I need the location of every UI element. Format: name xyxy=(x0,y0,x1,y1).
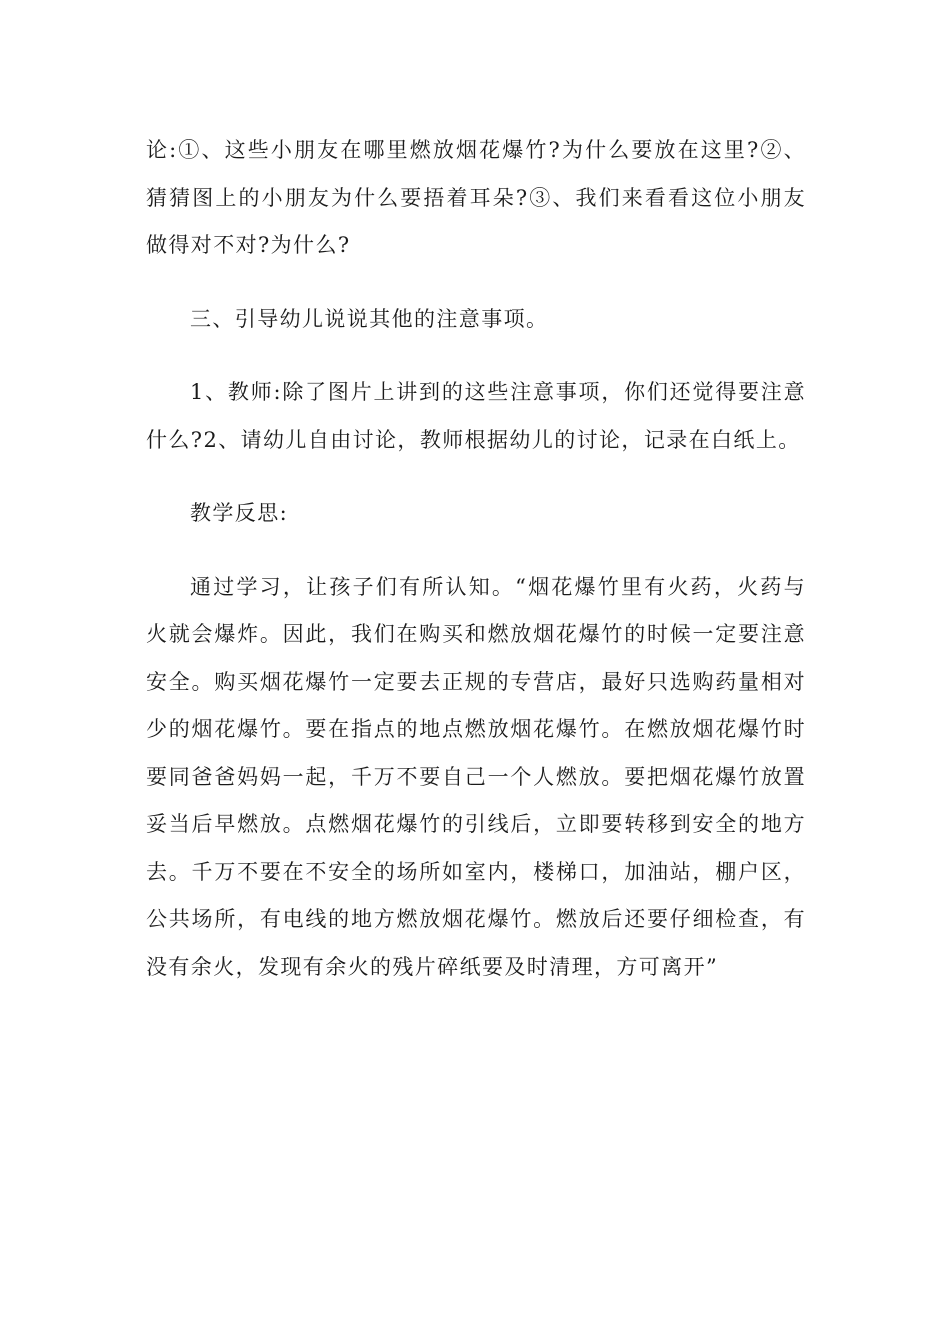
paragraph-teacher-activity: 1、教师:除了图片上讲到的这些注意事项，你们还觉得要注意什么?2、请幼儿自由讨论，教师根据幼儿的讨论，记录在白纸上。 xyxy=(146,380,806,452)
paragraph-reflection-body: 通过学习，让孩子们有所认知。“烟花爆竹里有火药，火药与火就会爆炸。因此，我们在购买和燃放烟花爆竹的时候一定要注意安全。购买烟花爆竹一定要去正规的专营店，最好只选购药量相对少的烟花爆竹。要在指点的地点燃放烟花爆竹。在燃放烟花爆竹时要同爸爸妈妈一起，千万不要自己一个人燃放。要把烟花爆竹放置妥当后早燃放。点燃烟花爆竹的引线后，立即要转移到安全的地方去。千万不要在不安全的场所如室内，楼梯口，加油站，棚户区，公共场所，有电线的地方燃放烟花爆竹。燃放后还要仔细检查，有没有余火，发现有余火的残片碎纸要及时清理，方可离开” xyxy=(146,574,806,979)
paragraph-discussion-questions: 论:①、这些小朋友在哪里燃放烟花爆竹?为什么要放在这里?②、猜猜图上的小朋友为什么要捂着耳朵?③、我们来看看这位小朋友做得对不对?为什么? xyxy=(146,138,806,257)
paragraph-section-three-heading: 三、引导幼儿说说其他的注意事项。 xyxy=(190,306,549,331)
paragraph-reflection-heading: 教学反思: xyxy=(190,501,289,525)
document-body xyxy=(146,127,806,1017)
